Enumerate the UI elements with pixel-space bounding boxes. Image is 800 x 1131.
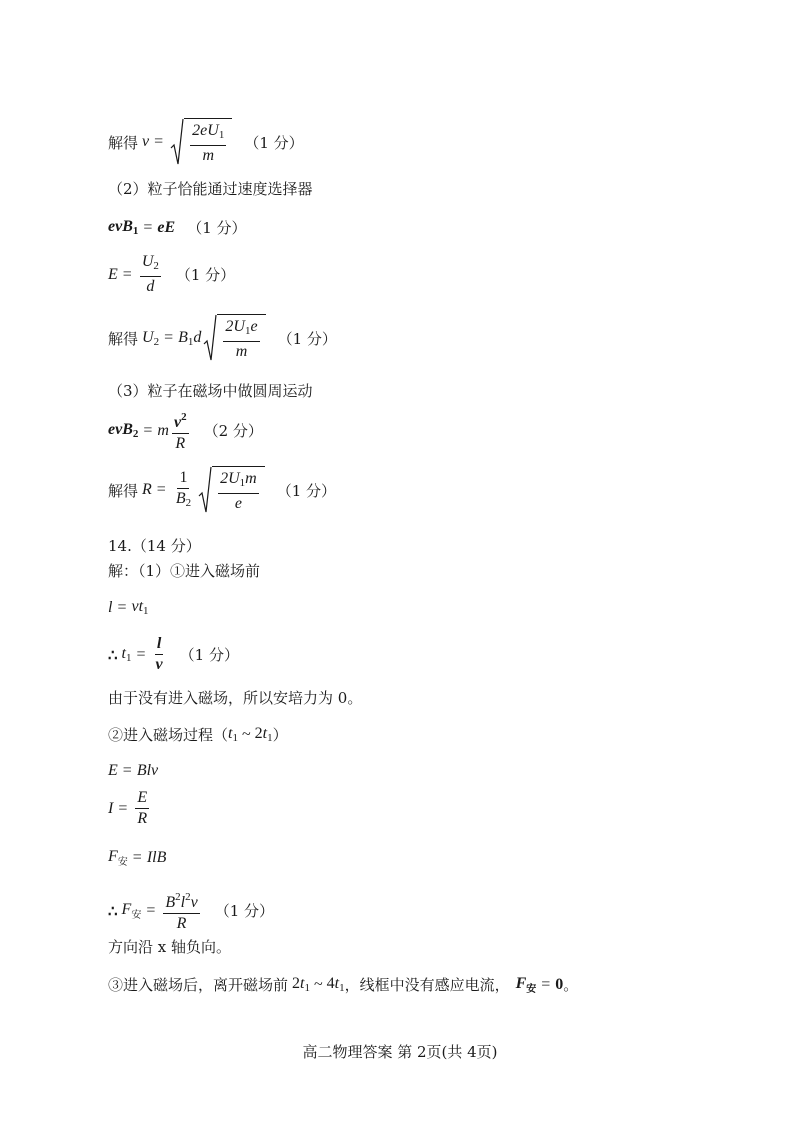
no-ampere-force-note: 由于没有进入磁场，所以安培力为 0。 [108, 689, 363, 707]
eq-ampere-force-result: ∴ $F_安$ = $\frac{B^2l^2v}{R}$ （1 分） [108, 891, 275, 932]
question-14-heading: 14.（14 分） [108, 537, 201, 555]
force-direction-note: 方向沿 x 轴负向。 [108, 938, 231, 956]
stage-3-note: ③进入磁场后，离开磁场前 $2t_1$ ~ $4t_1$ ，线框中没有感应电流， $F_安$ = 0 。 [108, 974, 579, 995]
eq-voltage: 解得 $U_2$ = $B_1d$ $\frac{2U_1e}{m}$ （1 分） [108, 314, 337, 362]
eq-current: I = $\frac{E}{R}$ [108, 789, 148, 827]
eq-ampere-force: $F_安$ = IlB [108, 848, 167, 868]
eq-velocity: 解得 v = $\frac{2eU_1}{m}$ （1 分） [108, 118, 304, 166]
eq-distance: l = $vt_1$ [108, 598, 149, 617]
eq-emf: E = Blv [108, 762, 159, 779]
eq-field: E = $\frac{U_2}{d}$ （1 分） [108, 253, 236, 295]
eq-radius: 解得 R = $\frac{1}{B_2}$ $\frac{2U_1m}{e}$ （1 分） [108, 466, 336, 514]
q14-part1-heading: 解：（1）①进入磁场前 [108, 562, 261, 580]
part-2-heading: （2）粒子恰能通过速度选择器 [108, 180, 313, 198]
eq-force-balance: evB$_1$ = eE （1 分） [108, 218, 247, 237]
eq-circular-motion: evB$_2$ = m $\frac{v^2}{R}$ （2 分） [108, 411, 263, 452]
stage-2-heading: ②进入磁场过程（ $t_1$ ~ $2t_1$ ） [108, 725, 288, 744]
sqrt-expression: $\frac{2eU_1}{m}$ [170, 118, 232, 166]
part-3-heading: （3）粒子在磁场中做圆周运动 [108, 382, 313, 400]
eq-time: ∴ $t_1$ = $\frac{l}{v}$ （1 分） [108, 635, 239, 673]
page-footer: 高二物理答案 第 2页(共 4页) [302, 1043, 498, 1061]
